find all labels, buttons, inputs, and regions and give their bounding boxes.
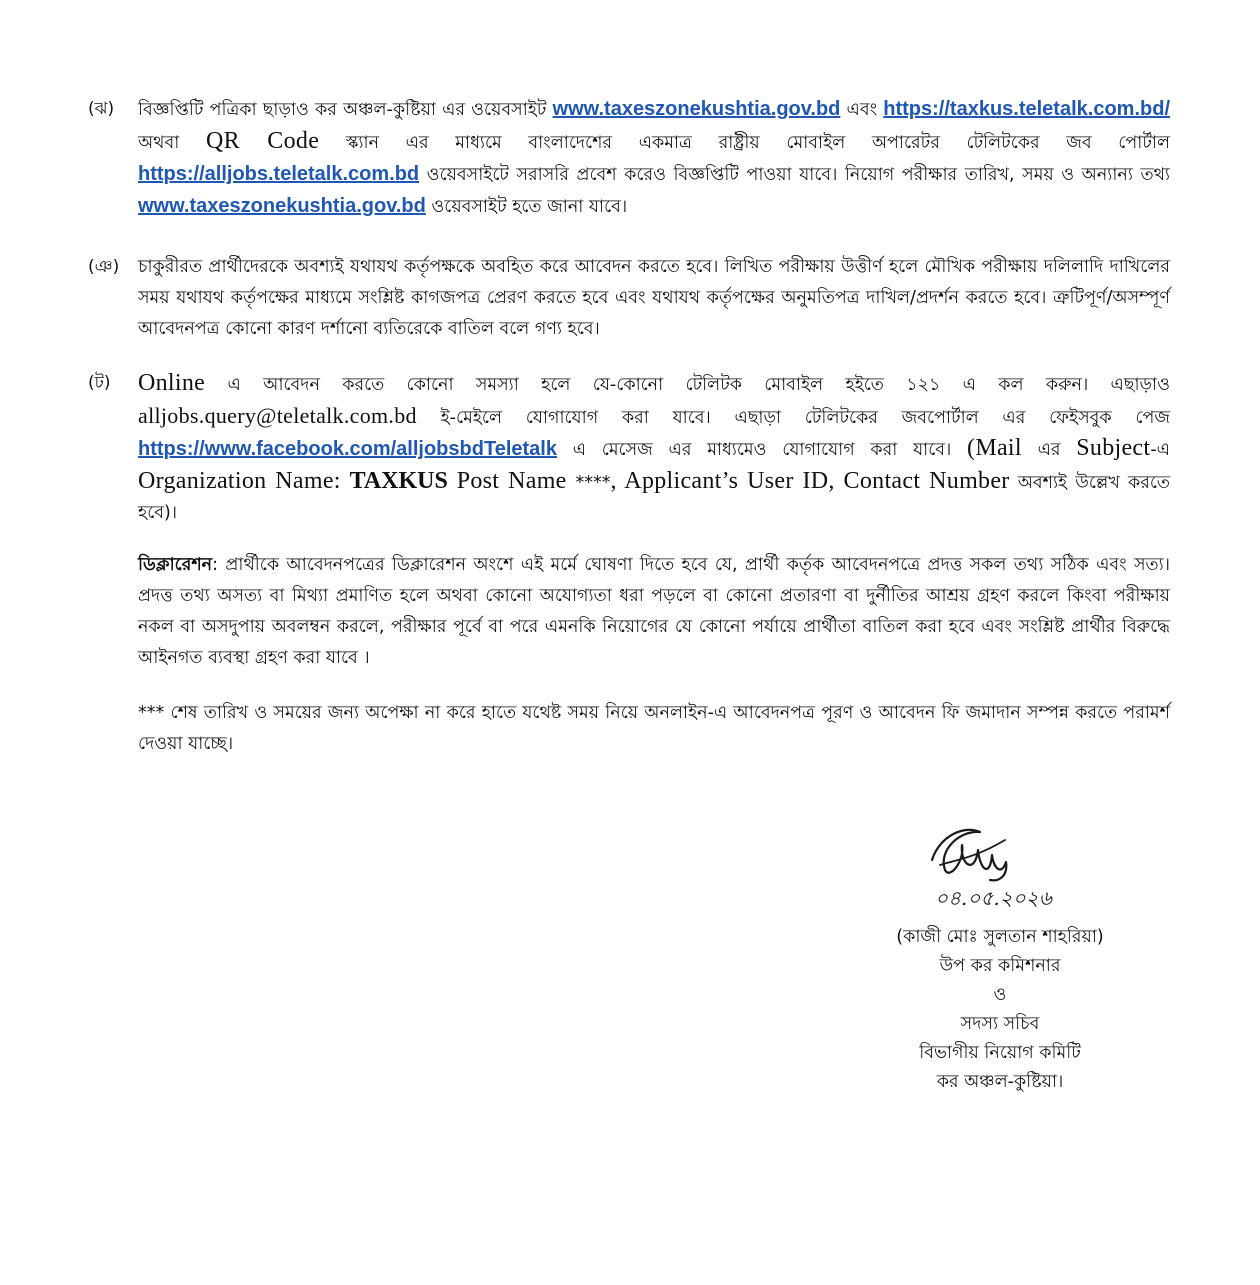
text-segment: এবং [840,100,884,120]
subject-text: Subject [1076,435,1151,461]
list-item [88,94,1170,223]
declaration-label: ডিক্লারেশন [138,555,213,575]
item-marker: (ঝ) [88,99,115,119]
signatory-conjunction: ও [993,985,1007,1005]
taxkus-code: TAXKUS [349,467,448,494]
email-address[interactable]: alljobs.query@teletalk.com.bd [138,402,417,428]
advice-note: *** শেষ তারিখ ও সময়ের জন্য অপেক্ষা না করে হাতে যথেষ্ট সময় নিয়ে অনলাইন-এ আবেদনপত্র পূরণ ও আবেদন ফি জমাদান সম্পন্ন করতে পরামর্শ দেওয়া যাচ্ছে। [138,703,1170,754]
text-segment: এর [1021,440,1077,460]
post-name-label: Post Name [447,467,576,494]
list-item [88,252,1170,345]
text-segment: ই-মেইলে যোগাযোগ করা যাবে। এছাড়া টেলিটকের জবপোর্টাল এর ফেইসবুক পেজ [416,407,1170,428]
text-segment: এ আবেদন করতে কোনো সমস্যা হলে যে-কোনো টেলিটক মোবাইল হইতে ১২১ এ কল করুন। এছাড়াও [205,375,1170,395]
declaration-text: : প্রার্থীকে আবেদনপত্রের ডিক্লারেশন অংশে এই মর্মে ঘোষণা দিতে হবে যে, প্রার্থী কর্তৃক আবেদনপত্রে প্রদত্ত সকল তথ্য সঠিক এবং সত্য। প্রদত্ত তথ্য অসত্য বা মিথ্যা প্রমাণিত হলে অথবা কোনো অযোগ্যতা ধরা পড়লে বা কোনো প্রতারণা বা দুর্নীতির আশ্রয় গ্রহণ করলে কিংবা পরীক্ষায় নকল বা অসদুপায় অবলম্বন করলে, পরীক্ষার পূর্বে বা পরে এমনকি নিয়োগের যে কোনো পর্যায়ে প্রার্থীতা বাতিল করা হবে এবং সংশ্লিষ্ট প্রার্থীর বিরুদ্ধে আইনগত ব্যবস্থা গ্রহণ করা যাবে । [138,555,1170,668]
item-text [138,368,1170,529]
signatory-name: (কাজী মোঃ সুলতান শাহরিয়া) [896,927,1104,947]
signatory-committee: বিভাগীয় নিয়োগ কমিটি [919,1043,1081,1063]
signatory-title: উপ কর কমিশনার [939,956,1061,976]
text-segment: অথবা [138,133,206,153]
signature-date: ০৪.০৫.২০২৬ [935,886,1052,910]
website-link[interactable]: www.taxeszonekushtia.gov.bd [552,98,841,120]
item-marker: (ট) [88,373,111,393]
text-segment: ওয়েবসাইট হতে জানা যাবে। [425,197,628,217]
online-text: Online [138,370,206,396]
text-segment: -এ [1150,440,1170,460]
signatory-role: সদস্য সচিব [960,1014,1040,1034]
handwritten-signature [920,820,1020,890]
text-segment: স্ক্যান এর মাধ্যমে বাংলাদেশের একমাত্র রাষ্ট্রীয় মোবাইল অপারেটর টেলিটকের জব পোর্টাল [319,133,1170,153]
alljobs-link[interactable]: https://alljobs.teletalk.com.bd [138,163,420,185]
signatory-block [880,923,1120,1097]
text-segment: ওয়েবসাইটে সরাসরি প্রবেশ করেও বিজ্ঞপ্তিটি পাওয়া যাবে। নিয়োগ পরীক্ষার তারিখ, সময় ও অন্যান্য তথ্য [419,165,1170,185]
text-segment: এ মেসেজ এর মাধ্যমেও যোগাযোগ করা যাবে। [556,440,968,460]
signatory-office: কর অঞ্চল-কুষ্টিয়া। [936,1072,1064,1092]
item-marker: (ঞ) [88,257,120,277]
applicant-info-text: , Applicant’s User ID, Contact Number [610,467,1010,494]
stars-text: **** [575,472,611,493]
qr-code-text: QR Code [205,128,320,154]
mail-text: (Mail [967,435,1022,461]
item-text: চাকুরীরত প্রার্থীদেরকে অবশ্যই যথাযথ কর্তৃপক্ষকে অবহিত করে আবেদন করতে হবে। লিখিত পরীক্ষায় উত্তীর্ণ হলে মৌখিক পরীক্ষায় দলিলাদি দাখিলের সময় যথাযথ কর্তৃপক্ষের মাধ্যমে সংশ্লিষ্ট কাগজপত্র প্রেরণ করতে হবে এবং যথাযথ কর্তৃপক্ষের অনুমতিপত্র দাখিল/প্রদর্শন করতে হবে। ত্রুটিপূর্ণ/অসম্পূর্ণ আবেদনপত্র কোনো কারণ দর্শানো ব্যতিরেকে বাতিল বলে গণ্য হবে। [138,257,1170,339]
facebook-link[interactable]: https://www.facebook.com/alljobsbdTeletalk [138,438,557,460]
text-segment: বিজ্ঞপ্তিটি পত্রিকা ছাড়াও কর অঞ্চল-কুষ্টিয়া এর ওয়েবসাইট [138,100,553,120]
list-item [88,368,1170,529]
website-link-2[interactable]: www.taxeszonekushtia.gov.bd [138,195,426,217]
declaration-paragraph [138,550,1170,674]
organization-label: Organization Name: [138,467,350,494]
taxkus-portal-link[interactable]: https://taxkus.teletalk.com.bd/ [883,98,1170,120]
text-segment: অবশ্যই উল্লেখ করতে হবে)। [138,472,1170,523]
item-text [138,94,1170,223]
